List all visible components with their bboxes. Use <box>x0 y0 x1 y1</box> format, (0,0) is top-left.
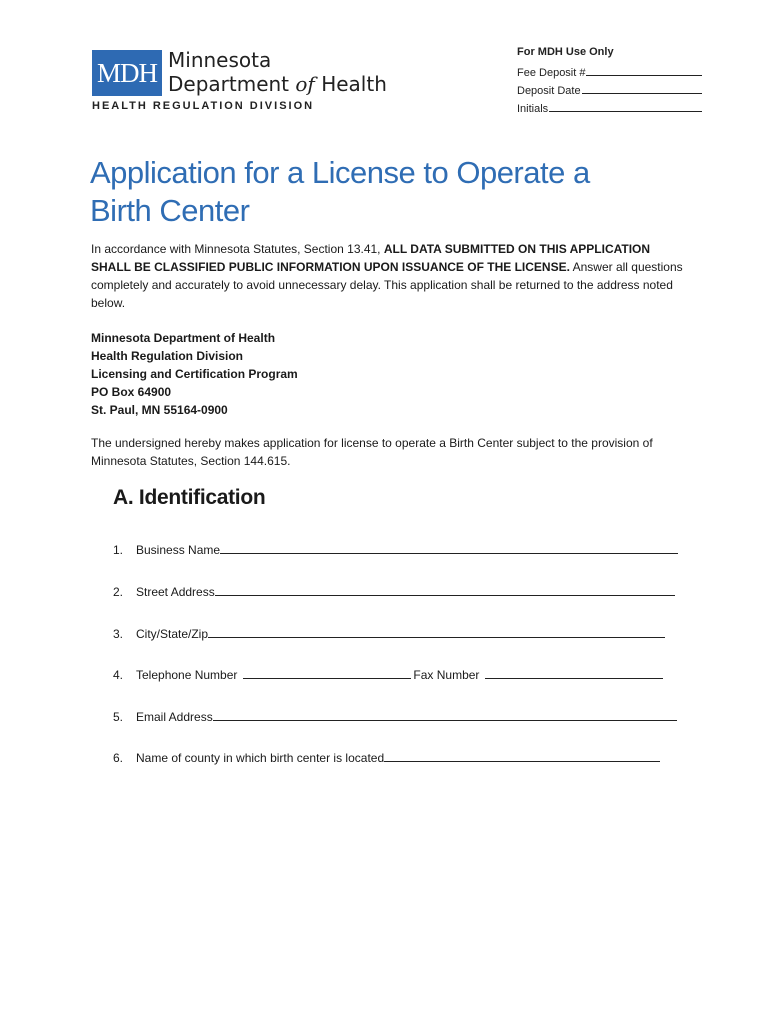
division-label: HEALTH REGULATION DIVISION <box>92 100 315 112</box>
address-line-4: PO Box 64900 <box>91 385 172 399</box>
business-name-label: Business Name <box>136 543 221 557</box>
city-state-zip-input[interactable] <box>208 636 665 638</box>
mdh-logo <box>92 50 412 120</box>
address-line-2: Health Regulation Division <box>91 349 244 363</box>
county-label: Name of county in which birth center is located <box>136 751 385 765</box>
mdh-use-only-box <box>517 46 702 115</box>
county-input[interactable] <box>384 760 660 762</box>
fax-label: Fax Number <box>413 668 480 682</box>
intro-text-2: Answer all questions completely and accurately to avoid unnecessary delay. This application shall be returned to the address noted below. <box>91 260 683 310</box>
email-label: Email Address <box>136 710 213 724</box>
field-number: 2. <box>113 585 124 599</box>
fax-input[interactable] <box>485 677 663 679</box>
logo-name <box>168 48 387 96</box>
telephone-fax-field-row <box>113 664 663 682</box>
mdh-use-title: For MDH Use Only <box>517 46 614 58</box>
intro-text-1: In accordance with Minnesota Statutes, Section 13.41, <box>91 242 384 256</box>
field-number: 5. <box>113 710 124 724</box>
deposit-date-row <box>517 79 702 97</box>
fee-deposit-field[interactable] <box>586 75 702 76</box>
logo-of-text: of <box>295 72 315 96</box>
title-line-2: Birth Center <box>90 193 250 228</box>
business-name-input[interactable] <box>220 552 678 554</box>
page-title <box>90 154 690 230</box>
initials-row <box>517 97 702 115</box>
email-field-row <box>113 706 677 724</box>
city-state-zip-field-row <box>113 623 665 641</box>
initials-label: Initials <box>517 103 549 115</box>
street-address-input[interactable] <box>215 594 675 596</box>
field-number: 3. <box>113 627 124 641</box>
address-line-5: St. Paul, MN 55164-0900 <box>91 403 228 417</box>
fee-deposit-label: Fee Deposit # <box>517 67 586 79</box>
logo-dept-text: Department <box>168 72 296 96</box>
fee-deposit-row <box>517 61 702 79</box>
logo-health-text: Health <box>314 72 387 96</box>
intro-bold-text: ALL DATA SUBMITTED ON THIS APPLICATION SHALL BE CLASSIFIED PUBLIC INFORMATION UPON ISSUANCE OF THE LICENSE. <box>91 242 651 274</box>
street-address-field-row <box>113 581 675 599</box>
county-field-row <box>113 747 660 765</box>
field-number: 1. <box>113 543 124 557</box>
logo-line-1: Minnesota <box>168 48 272 72</box>
intro-paragraph <box>91 240 691 312</box>
deposit-date-label: Deposit Date <box>517 85 581 97</box>
business-name-field-row <box>113 539 678 557</box>
address-line-1: Minnesota Department of Health <box>91 331 276 345</box>
address-line-3: Licensing and Certification Program <box>91 367 298 381</box>
mdh-logo-box: MDH <box>92 50 162 96</box>
undersigned-paragraph: The undersigned hereby makes application for license to operate a Birth Center subject to the provision of Minnesota Statutes, Section 144.615. <box>91 436 653 468</box>
street-address-label: Street Address <box>136 585 215 599</box>
deposit-date-field[interactable] <box>582 93 702 94</box>
email-input[interactable] <box>213 719 677 721</box>
telephone-input[interactable] <box>243 677 411 679</box>
title-line-1: Application for a License to Operate a <box>90 155 590 190</box>
section-a-heading: A. Identification <box>113 486 266 509</box>
initials-field[interactable] <box>549 111 702 112</box>
field-number: 6. <box>113 751 124 765</box>
mailing-address <box>91 329 691 419</box>
field-number: 4. <box>113 668 124 682</box>
city-state-zip-label: City/State/Zip <box>136 627 209 641</box>
logo-line-2 <box>168 72 387 96</box>
telephone-label: Telephone Number <box>136 668 238 682</box>
